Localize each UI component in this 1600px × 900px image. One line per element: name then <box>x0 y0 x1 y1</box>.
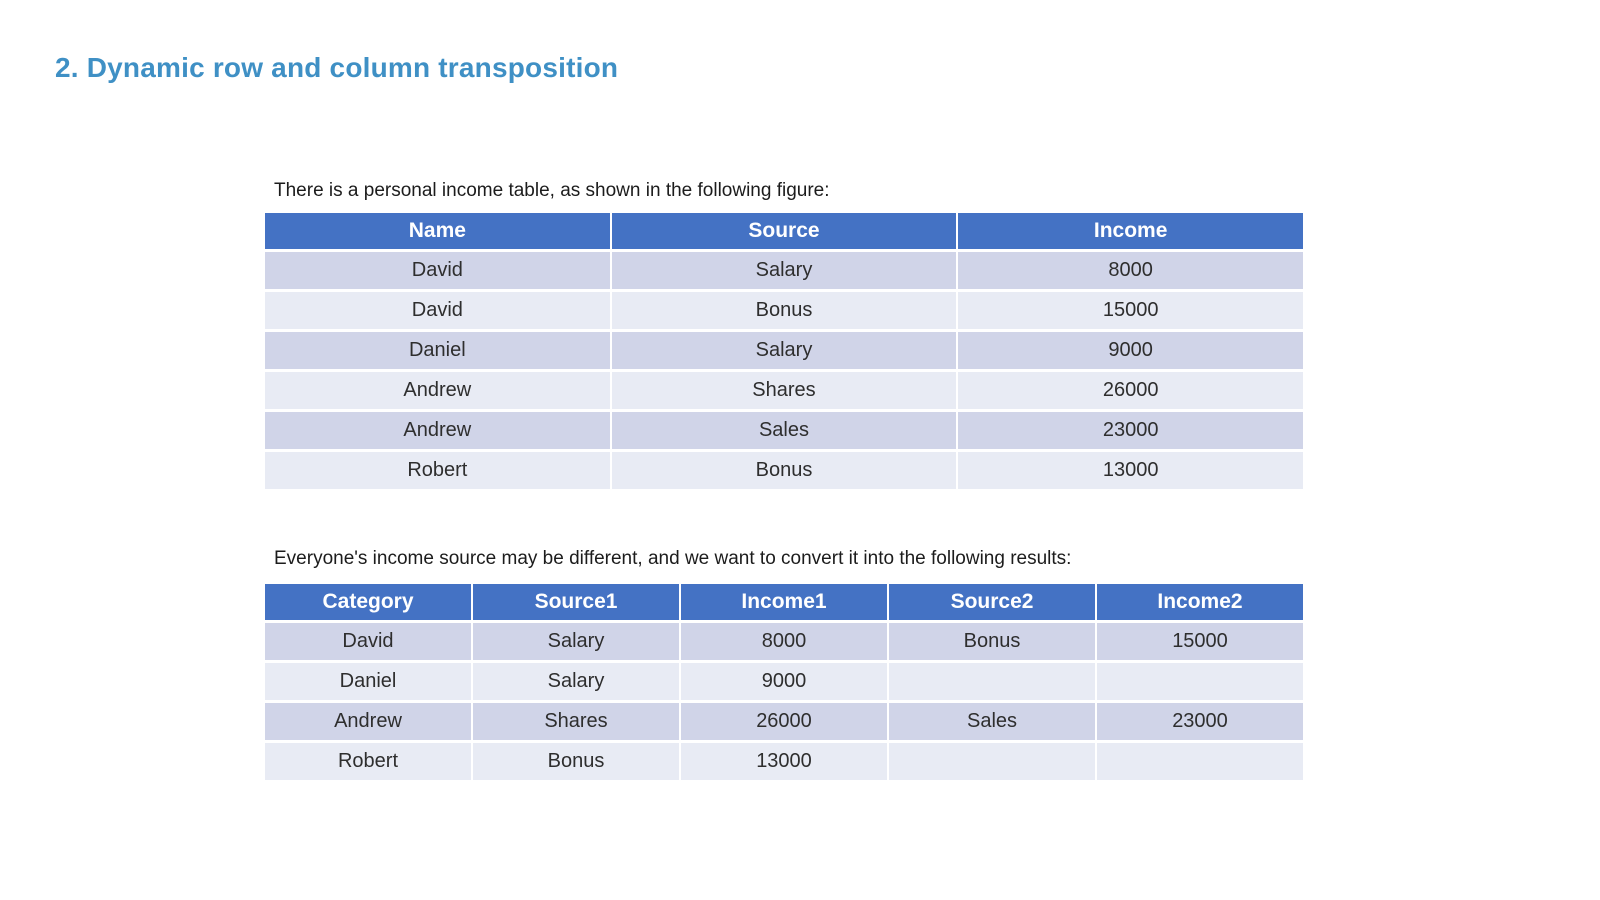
table-cell: Sales <box>611 411 958 451</box>
table-cell: 26000 <box>957 371 1304 411</box>
table-cell: Daniel <box>264 662 472 702</box>
table-cell: Robert <box>264 451 611 491</box>
table-cell: 8000 <box>957 251 1304 291</box>
table-header <box>264 212 1304 251</box>
convert-paragraph: Everyone's income source may be different, and we want to convert it into the following results: <box>274 548 1072 569</box>
table-cell: Bonus <box>472 742 680 782</box>
table-header <box>264 583 1304 622</box>
table-cell: 8000 <box>680 622 888 662</box>
table-row <box>264 742 1304 782</box>
table-cell: Shares <box>611 371 958 411</box>
table-cell: Shares <box>472 702 680 742</box>
table-row <box>264 251 1304 291</box>
table-cell: 23000 <box>957 411 1304 451</box>
table-cell: Salary <box>611 251 958 291</box>
table-body <box>264 622 1304 782</box>
table <box>263 210 1305 492</box>
table-row <box>264 411 1304 451</box>
table-cell: Salary <box>611 331 958 371</box>
table-row <box>264 371 1304 411</box>
column-header: Income <box>957 212 1304 251</box>
table-row <box>264 331 1304 371</box>
table-cell: 9000 <box>957 331 1304 371</box>
column-header: Source1 <box>472 583 680 622</box>
source-income-table <box>263 210 1305 492</box>
table-row <box>264 291 1304 331</box>
table-cell: Bonus <box>888 622 1096 662</box>
header-row <box>264 583 1304 622</box>
table-cell: 13000 <box>957 451 1304 491</box>
table-cell: Andrew <box>264 411 611 451</box>
intro-paragraph: There is a personal income table, as shown in the following figure: <box>274 180 830 201</box>
column-header: Source2 <box>888 583 1096 622</box>
table-cell: 13000 <box>680 742 888 782</box>
table-cell <box>1096 662 1304 702</box>
table-row <box>264 702 1304 742</box>
table-cell: Andrew <box>264 371 611 411</box>
table <box>263 581 1305 783</box>
table-row <box>264 662 1304 702</box>
table-cell: Bonus <box>611 291 958 331</box>
table-cell <box>1096 742 1304 782</box>
header-row <box>264 212 1304 251</box>
column-header: Source <box>611 212 958 251</box>
table-cell: David <box>264 291 611 331</box>
page-title: 2. Dynamic row and column transposition <box>55 51 619 83</box>
table-cell: Andrew <box>264 702 472 742</box>
table-body <box>264 251 1304 491</box>
table-cell: Bonus <box>611 451 958 491</box>
column-header: Income1 <box>680 583 888 622</box>
table-cell <box>888 662 1096 702</box>
table-cell: 9000 <box>680 662 888 702</box>
table-cell: 15000 <box>957 291 1304 331</box>
table-row <box>264 451 1304 491</box>
table-cell <box>888 742 1096 782</box>
table-cell: Salary <box>472 622 680 662</box>
column-header: Category <box>264 583 472 622</box>
table-cell: Robert <box>264 742 472 782</box>
table-cell: 26000 <box>680 702 888 742</box>
table-cell: 23000 <box>1096 702 1304 742</box>
table-cell: Sales <box>888 702 1096 742</box>
table-cell: David <box>264 251 611 291</box>
table-cell: Salary <box>472 662 680 702</box>
column-header: Income2 <box>1096 583 1304 622</box>
result-transposed-table <box>263 581 1305 783</box>
table-cell: David <box>264 622 472 662</box>
column-header: Name <box>264 212 611 251</box>
table-row <box>264 622 1304 662</box>
table-cell: 15000 <box>1096 622 1304 662</box>
table-cell: Daniel <box>264 331 611 371</box>
